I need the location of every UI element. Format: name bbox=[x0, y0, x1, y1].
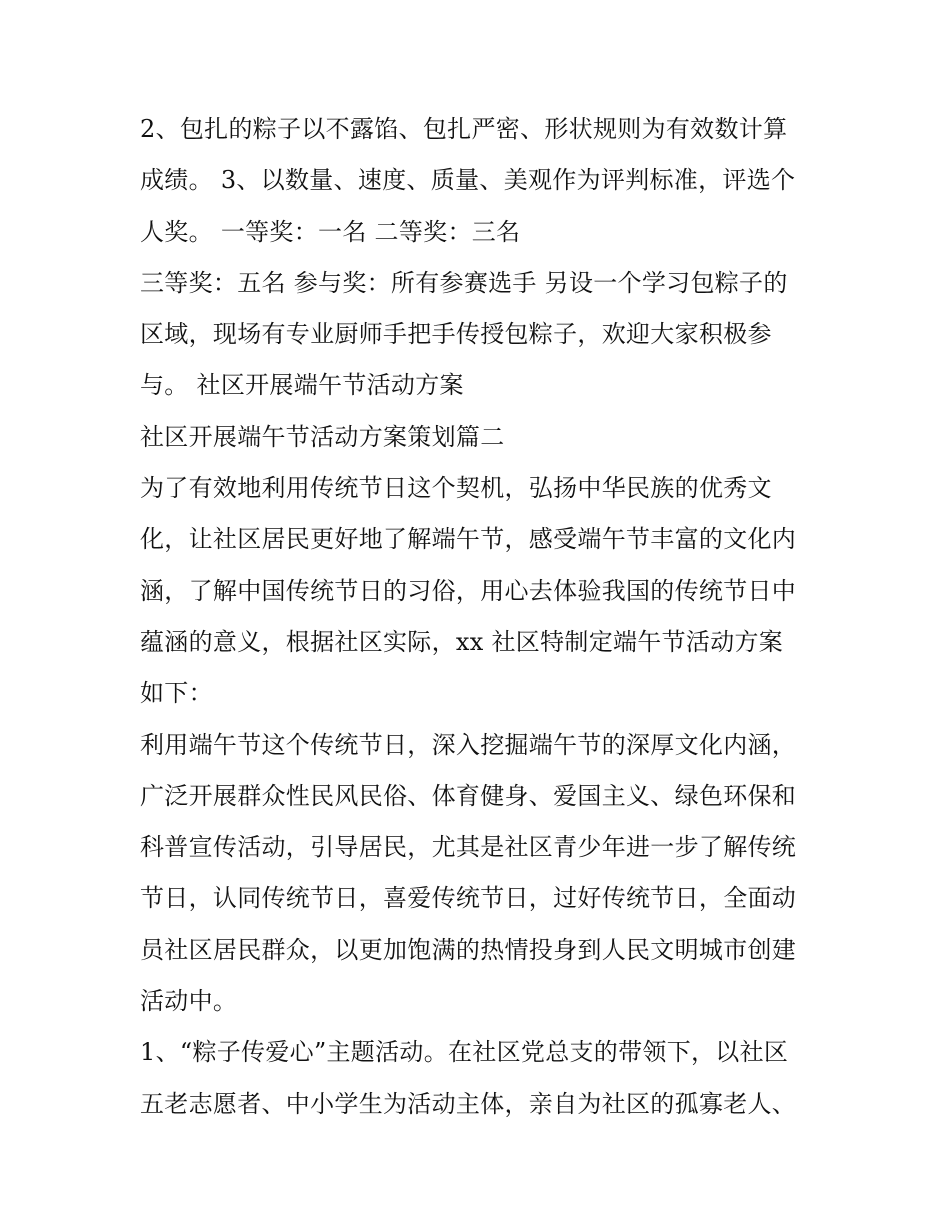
text-line: 五老志愿者、中小学生为活动主体，亲自为社区的孤寡老人、 bbox=[140, 1089, 797, 1118]
document-body bbox=[140, 104, 820, 1130]
text-line: 人奖。 一等奖：一名 二等奖：三名 bbox=[140, 217, 521, 246]
text-line: 化，让社区居民更好地了解端午节，感受端午节丰富的文化内 bbox=[140, 525, 797, 554]
text-line: 蕴涵的意义，根据社区实际，xx 社区特制定端午节活动方案 bbox=[140, 627, 784, 656]
text-line: 涵，了解中国传统节日的习俗，用心去体验我国的传统节日中 bbox=[140, 576, 797, 605]
text-line: 科普宣传活动，引导居民，尤其是社区青少年进一步了解传统 bbox=[140, 833, 797, 862]
text-line: 活动中。 bbox=[140, 987, 238, 1016]
text-line: 如下： bbox=[140, 679, 213, 708]
text-line: 区域，现场有专业厨师手把手传授包粽子，欢迎大家积极参 bbox=[140, 320, 772, 349]
text-line: 成绩。 3、以数量、速度、质量、美观作为评判标准，评选个 bbox=[140, 166, 796, 195]
text-line: 利用端午节这个传统节日，深入挖掘端午节的深厚文化内涵， bbox=[140, 730, 797, 759]
text-line: 为了有效地利用传统节日这个契机，弘扬中华民族的优秀文 bbox=[140, 474, 772, 503]
text-line: 广泛开展群众性民风民俗、体育健身、爱国主义、绿色环保和 bbox=[140, 781, 797, 810]
section-heading: 社区开展端午节活动方案策划篇二 bbox=[140, 422, 505, 451]
text-line: 三等奖：五名 参与奖：所有参赛选手 另设一个学习包粽子的 bbox=[140, 268, 788, 297]
text-line: 2、包扎的粽子以不露馅、包扎严密、形状规则为有效数计算 bbox=[140, 115, 788, 143]
text-line: 节日，认同传统节日，喜爱传统节日，过好传统节日，全面动 bbox=[140, 884, 797, 913]
text-line: 员社区居民群众，以更加饱满的热情投身到人民文明城市创建 bbox=[140, 935, 797, 964]
text-line: 1、“粽子传爱心”主题活动。在社区党总支的带领下，以社区 bbox=[140, 1038, 789, 1067]
text-line: 与。 社区开展端午节活动方案 bbox=[140, 371, 464, 400]
